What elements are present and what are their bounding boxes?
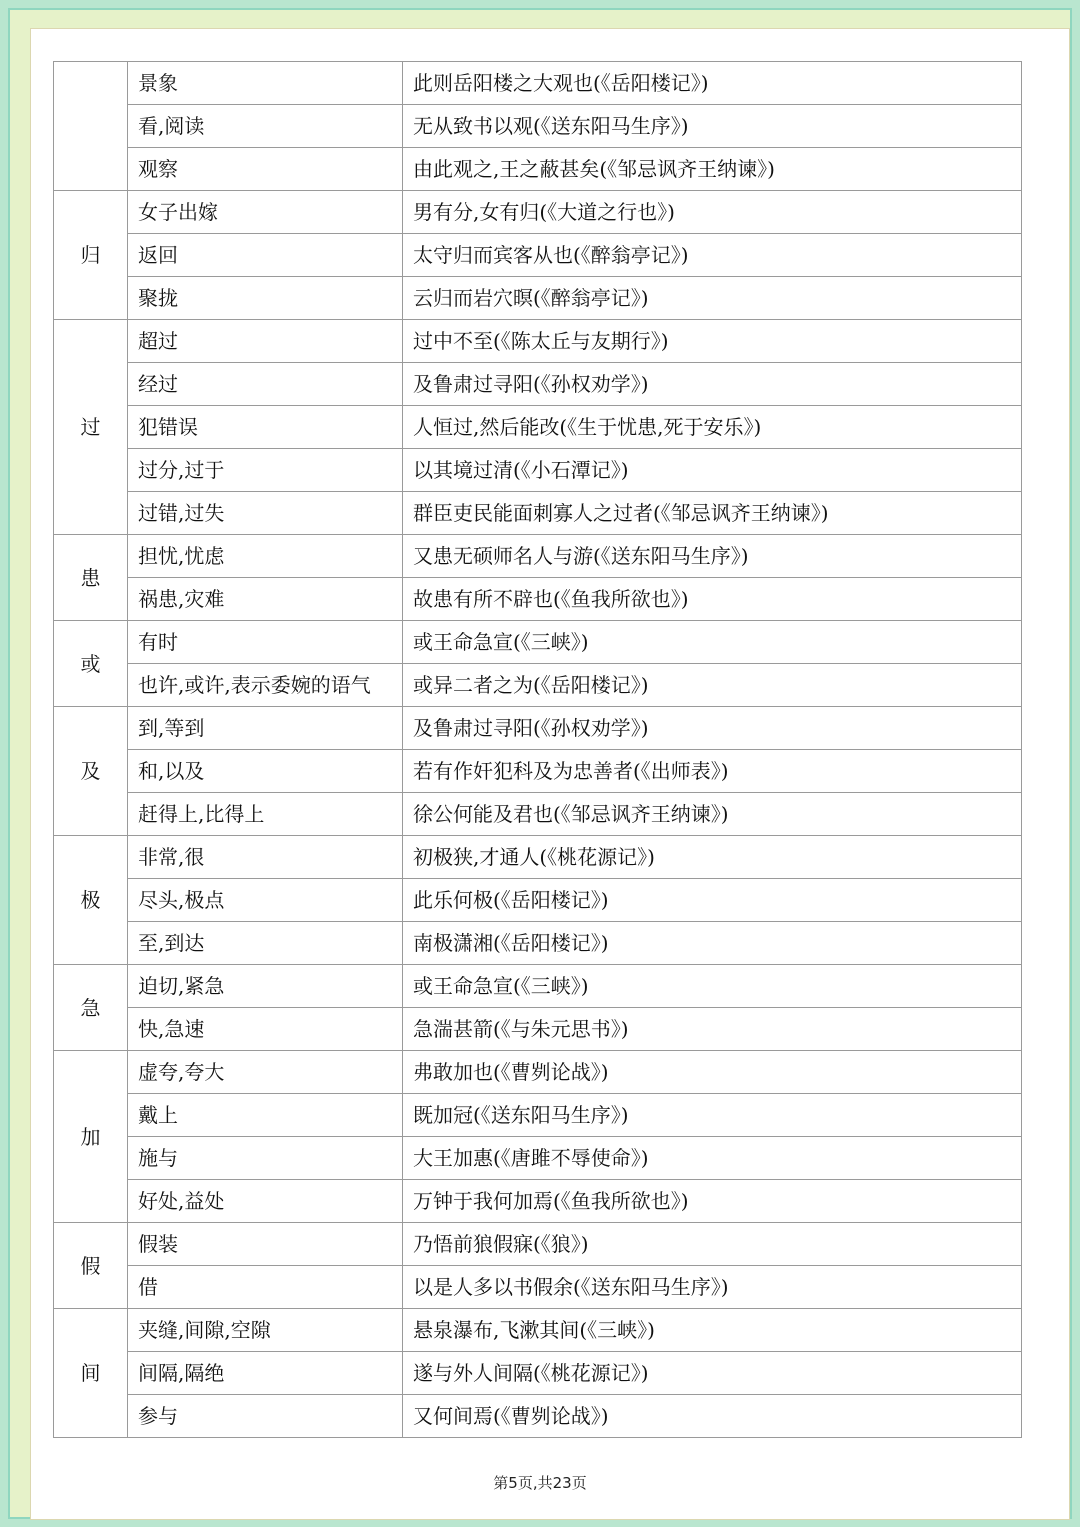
meaning-cell: 看,阅读 <box>128 105 403 148</box>
example-cell: 及鲁肃过寻阳(《孙权劝学》) <box>403 363 1022 406</box>
table-row <box>54 1309 1022 1352</box>
example-cell: 乃悟前狼假寐(《狼》) <box>403 1223 1022 1266</box>
example-cell: 此乐何极(《岳阳楼记》) <box>403 879 1022 922</box>
table-row <box>54 922 1022 965</box>
example-cell: 由此观之,王之蔽甚矣(《邹忌讽齐王纳谏》) <box>403 148 1022 191</box>
example-cell: 弗敢加也(《曹刿论战》) <box>403 1051 1022 1094</box>
meaning-cell: 有时 <box>128 621 403 664</box>
meaning-cell: 也许,或许,表示委婉的语气 <box>128 664 403 707</box>
table-row <box>54 578 1022 621</box>
table-row <box>54 535 1022 578</box>
table-row <box>54 1008 1022 1051</box>
table-row <box>54 105 1022 148</box>
vocabulary-table <box>53 61 1022 1438</box>
meaning-cell: 虚夸,夸大 <box>128 1051 403 1094</box>
example-cell: 初极狭,才通人(《桃花源记》) <box>403 836 1022 879</box>
table-row <box>54 1266 1022 1309</box>
table-row <box>54 879 1022 922</box>
headword-cell: 归 <box>54 191 128 320</box>
example-cell: 群臣吏民能面刺寡人之过者(《邹忌讽齐王纳谏》) <box>403 492 1022 535</box>
meaning-cell: 假装 <box>128 1223 403 1266</box>
table-row <box>54 621 1022 664</box>
table-row <box>54 793 1022 836</box>
example-cell: 男有分,女有归(《大道之行也》) <box>403 191 1022 234</box>
meaning-cell: 犯错误 <box>128 406 403 449</box>
example-cell: 急湍甚箭(《与朱元思书》) <box>403 1008 1022 1051</box>
meaning-cell: 赶得上,比得上 <box>128 793 403 836</box>
headword-cell: 假 <box>54 1223 128 1309</box>
example-cell: 人恒过,然后能改(《生于忧患,死于安乐》) <box>403 406 1022 449</box>
meaning-cell: 超过 <box>128 320 403 363</box>
example-cell: 悬泉瀑布,飞漱其间(《三峡》) <box>403 1309 1022 1352</box>
meaning-cell: 经过 <box>128 363 403 406</box>
headword-cell: 加 <box>54 1051 128 1223</box>
table-row <box>54 1051 1022 1094</box>
example-cell: 既加冠(《送东阳马生序》) <box>403 1094 1022 1137</box>
meaning-cell: 景象 <box>128 62 403 105</box>
table-row <box>54 1395 1022 1438</box>
page-number: 第5页,共23页 <box>493 1474 587 1492</box>
headword-cell: 患 <box>54 535 128 621</box>
table-row <box>54 1180 1022 1223</box>
meaning-cell: 参与 <box>128 1395 403 1438</box>
meaning-cell: 女子出嫁 <box>128 191 403 234</box>
meaning-cell: 到,等到 <box>128 707 403 750</box>
table-row <box>54 1137 1022 1180</box>
meaning-cell: 祸患,灾难 <box>128 578 403 621</box>
example-cell: 太守归而宾客从也(《醉翁亭记》) <box>403 234 1022 277</box>
example-cell: 无从致书以观(《送东阳马生序》) <box>403 105 1022 148</box>
headword-cell: 间 <box>54 1309 128 1438</box>
table-row <box>54 1352 1022 1395</box>
example-cell: 或王命急宣(《三峡》) <box>403 621 1022 664</box>
table-row <box>54 449 1022 492</box>
meaning-cell: 过错,过失 <box>128 492 403 535</box>
meaning-cell: 过分,过于 <box>128 449 403 492</box>
meaning-cell: 好处,益处 <box>128 1180 403 1223</box>
table-row <box>54 234 1022 277</box>
example-cell: 若有作奸犯科及为忠善者(《出师表》) <box>403 750 1022 793</box>
meaning-cell: 间隔,隔绝 <box>128 1352 403 1395</box>
example-cell: 或王命急宣(《三峡》) <box>403 965 1022 1008</box>
table-row <box>54 836 1022 879</box>
table-row <box>54 1223 1022 1266</box>
meaning-cell: 尽头,极点 <box>128 879 403 922</box>
example-cell: 此则岳阳楼之大观也(《岳阳楼记》) <box>403 62 1022 105</box>
headword-cell: 或 <box>54 621 128 707</box>
headword-cell: 及 <box>54 707 128 836</box>
example-cell: 云归而岩穴暝(《醉翁亭记》) <box>403 277 1022 320</box>
example-cell: 或异二者之为(《岳阳楼记》) <box>403 664 1022 707</box>
meaning-cell: 迫切,紧急 <box>128 965 403 1008</box>
example-cell: 万钟于我何加焉(《鱼我所欲也》) <box>403 1180 1022 1223</box>
example-cell: 过中不至(《陈太丘与友期行》) <box>403 320 1022 363</box>
table-row <box>54 277 1022 320</box>
meaning-cell: 戴上 <box>128 1094 403 1137</box>
table-row <box>54 965 1022 1008</box>
table-row <box>54 707 1022 750</box>
headword-cell: 极 <box>54 836 128 965</box>
example-cell: 及鲁肃过寻阳(《孙权劝学》) <box>403 707 1022 750</box>
meaning-cell: 借 <box>128 1266 403 1309</box>
table-row <box>54 406 1022 449</box>
example-cell: 故患有所不辟也(《鱼我所欲也》) <box>403 578 1022 621</box>
table-row <box>54 191 1022 234</box>
vocabulary-table-body <box>54 62 1022 1438</box>
meaning-cell: 和,以及 <box>128 750 403 793</box>
table-row <box>54 363 1022 406</box>
meaning-cell: 担忧,忧虑 <box>128 535 403 578</box>
table-row <box>54 320 1022 363</box>
meaning-cell: 夹缝,间隙,空隙 <box>128 1309 403 1352</box>
example-cell: 大王加惠(《唐雎不辱使命》) <box>403 1137 1022 1180</box>
meaning-cell: 返回 <box>128 234 403 277</box>
example-cell: 南极潇湘(《岳阳楼记》) <box>403 922 1022 965</box>
table-row <box>54 1094 1022 1137</box>
headword-cell: 过 <box>54 320 128 535</box>
table-row <box>54 148 1022 191</box>
example-cell: 以其境过清(《小石潭记》) <box>403 449 1022 492</box>
example-cell: 又何间焉(《曹刿论战》) <box>403 1395 1022 1438</box>
table-row <box>54 750 1022 793</box>
meaning-cell: 至,到达 <box>128 922 403 965</box>
table-row <box>54 664 1022 707</box>
meaning-cell: 非常,很 <box>128 836 403 879</box>
example-cell: 以是人多以书假余(《送东阳马生序》) <box>403 1266 1022 1309</box>
headword-cell <box>54 62 128 191</box>
table-row <box>54 62 1022 105</box>
table-row <box>54 492 1022 535</box>
meaning-cell: 观察 <box>128 148 403 191</box>
example-cell: 遂与外人间隔(《桃花源记》) <box>403 1352 1022 1395</box>
meaning-cell: 快,急速 <box>128 1008 403 1051</box>
example-cell: 又患无硕师名人与游(《送东阳马生序》) <box>403 535 1022 578</box>
headword-cell: 急 <box>54 965 128 1051</box>
example-cell: 徐公何能及君也(《邹忌讽齐王纳谏》) <box>403 793 1022 836</box>
meaning-cell: 聚拢 <box>128 277 403 320</box>
meaning-cell: 施与 <box>128 1137 403 1180</box>
